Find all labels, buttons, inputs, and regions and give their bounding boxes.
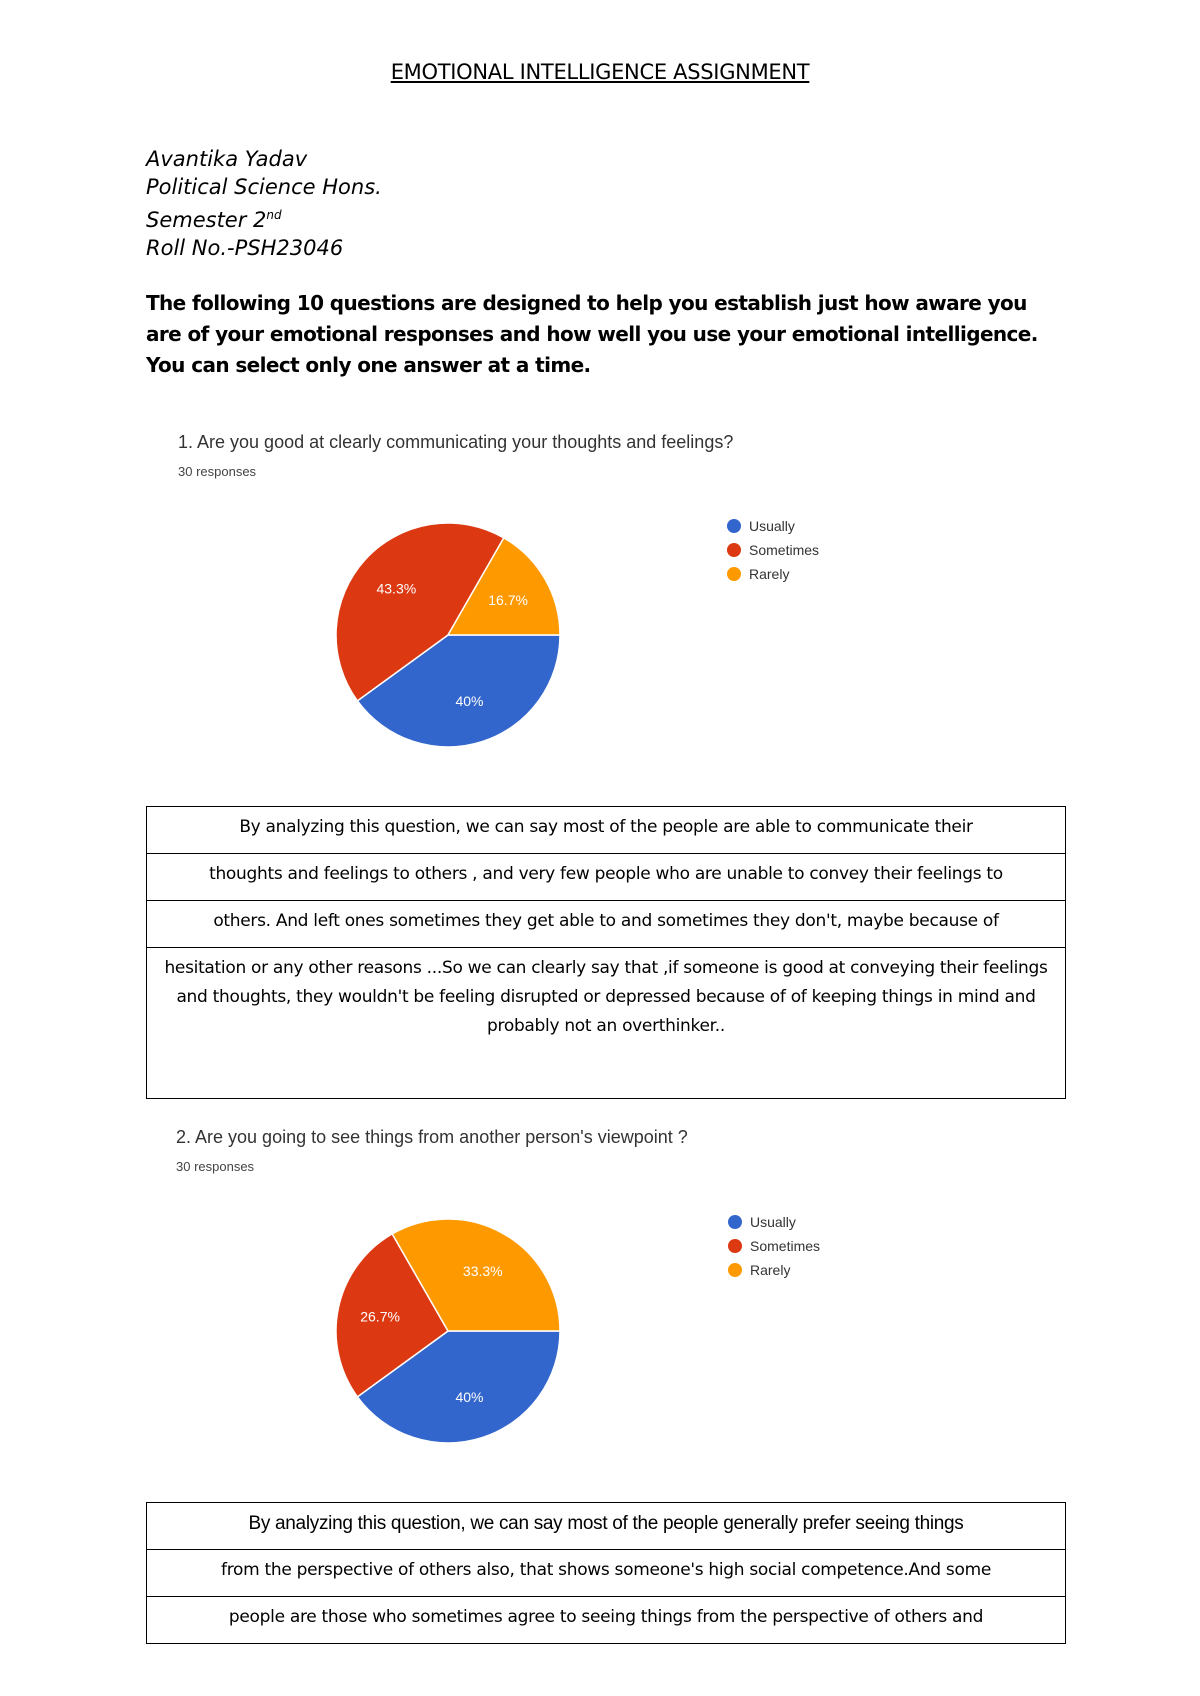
pie-label-usually: 40%: [455, 693, 484, 710]
legend-dot-icon: [728, 1239, 742, 1253]
author-name: Avantika Yadav: [146, 147, 308, 171]
analysis-row: from the perspective of others also, that shows someone's high social competence.And some: [147, 1550, 1065, 1597]
pie-label-usually: 40%: [455, 1389, 484, 1406]
legend-label: Usually: [750, 1214, 796, 1230]
legend-dot-icon: [727, 543, 741, 557]
question-2-analysis-table: [146, 1502, 1066, 1644]
analysis-row: hesitation or any other reasons ...So we can clearly say that ,if someone is good at conveying their feelings and thoughts, they wouldn't be feeling disrupted or depressed because of of keeping things in mind and probably not an overthinker..: [164, 958, 1048, 1036]
author-semester: [146, 201, 382, 234]
legend-label: Sometimes: [750, 1238, 821, 1254]
legend-item-usually: [727, 514, 819, 538]
pie-label-rarely: 16.7%: [488, 592, 528, 609]
legend-label: Rarely: [750, 1262, 791, 1278]
analysis-row: people are those who sometimes agree to seeing things from the perspective of others and: [228, 1607, 984, 1627]
legend-item-sometimes: [728, 1234, 820, 1258]
legend-dot-icon: [727, 519, 741, 533]
pie-label-rarely: 33.3%: [462, 1262, 503, 1279]
pie-label-sometimes: 43.3%: [376, 580, 417, 597]
analysis-row: thoughts and feelings to others , and very few people who are unable to convey their feelings to: [147, 854, 1065, 901]
author-course: Political Science Hons.: [146, 175, 382, 199]
analysis-row: By analyzing this question, we can say most of the people are able to communicate their: [147, 807, 1065, 854]
question-1-pie-chart: [318, 505, 578, 765]
document-title: EMOTIONAL INTELLIGENCE ASSIGNMENT: [390, 60, 810, 84]
author-roll: Roll No.-PSH23046: [146, 236, 344, 260]
semester-text: Semester 2: [146, 208, 267, 232]
legend-dot-icon: [727, 567, 741, 581]
legend-dot-icon: [728, 1263, 742, 1277]
legend-dot-icon: [728, 1215, 742, 1229]
analysis-row: others. And left ones sometimes they get able to and sometimes they don't, maybe because of: [147, 901, 1065, 948]
legend-label: Rarely: [749, 566, 790, 582]
analysis-row: By analyzing this question, we can say most of the people generally prefer seeing things: [147, 1503, 1065, 1550]
pie-label-sometimes: 26.7%: [360, 1308, 400, 1325]
question-2-legend: [728, 1210, 820, 1282]
legend-item-usually: [728, 1210, 820, 1234]
author-block: [146, 145, 382, 262]
question-2-pie-chart: [318, 1201, 578, 1461]
legend-item-rarely: [728, 1258, 820, 1282]
question-2-responses: 30 responses: [176, 1159, 255, 1174]
legend-label: Usually: [749, 518, 795, 534]
question-1-legend: [727, 514, 819, 586]
intro-paragraph: The following 10 questions are designed to help you establish just how aware you are of your emotional responses and how well you use your emotional intelligence. You can select only one answer at a time.: [146, 291, 1038, 377]
semester-suffix: nd: [266, 208, 282, 222]
legend-item-sometimes: [727, 538, 819, 562]
legend-item-rarely: [727, 562, 819, 586]
legend-label: Sometimes: [749, 542, 820, 558]
question-2-title: 2. Are you going to see things from another person's viewpoint ?: [176, 1127, 688, 1147]
question-1-title: 1. Are you good at clearly communicating your thoughts and feelings?: [178, 432, 734, 452]
question-1-responses: 30 responses: [178, 464, 257, 479]
question-1-analysis-table: [146, 806, 1066, 1099]
